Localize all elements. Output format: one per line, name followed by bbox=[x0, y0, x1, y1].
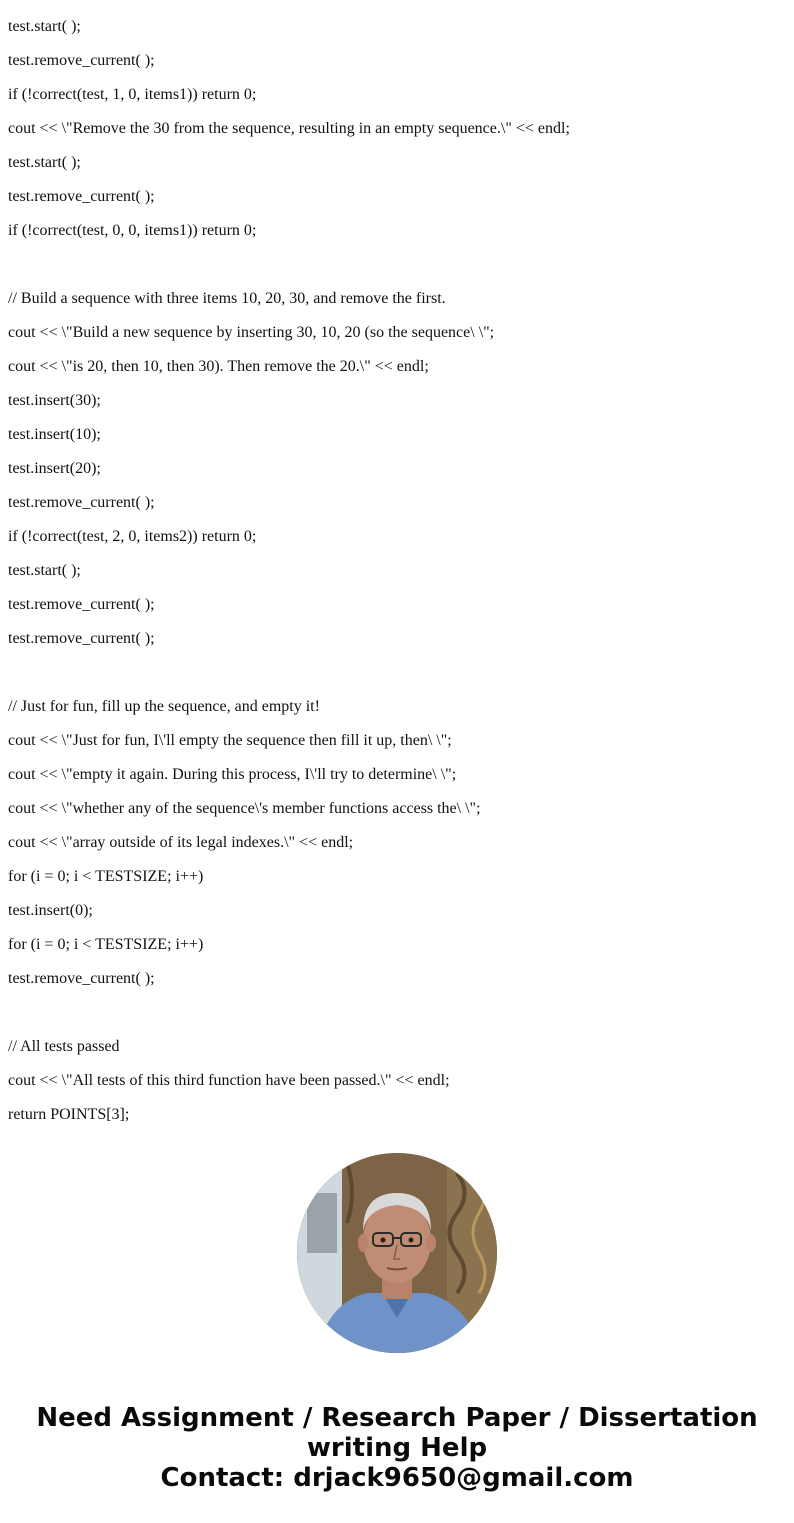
code-line: test.start( ); bbox=[8, 562, 81, 579]
code-line: test.remove_current( ); bbox=[8, 970, 155, 987]
code-line: test.start( ); bbox=[8, 154, 81, 171]
code-listing bbox=[8, 0, 788, 1132]
blank-line bbox=[8, 248, 788, 282]
blank-line bbox=[8, 996, 788, 1030]
blank-line bbox=[8, 656, 788, 690]
code-line: return POINTS[3]; bbox=[8, 1106, 130, 1123]
code-line: for (i = 0; i < TESTSIZE; i++) bbox=[8, 936, 204, 953]
code-line: test.insert(0); bbox=[8, 902, 93, 919]
code-line: cout << \"Just for fun, I\'ll empty the sequence then fill it up, then\ \"; bbox=[8, 732, 452, 749]
code-line: if (!correct(test, 2, 0, items2)) return 0; bbox=[8, 528, 257, 545]
code-line: cout << \"Remove the 30 from the sequence, resulting in an empty sequence.\" << endl; bbox=[8, 120, 570, 137]
code-line: cout << \"whether any of the sequence\'s member functions access the\ \"; bbox=[8, 800, 481, 817]
code-line: if (!correct(test, 0, 0, items1)) return 0; bbox=[8, 222, 257, 239]
code-line: test.remove_current( ); bbox=[8, 188, 155, 205]
code-line: for (i = 0; i < TESTSIZE; i++) bbox=[8, 868, 204, 885]
code-line: test.remove_current( ); bbox=[8, 494, 155, 511]
code-line: test.insert(10); bbox=[8, 426, 101, 443]
code-line: test.remove_current( ); bbox=[8, 630, 155, 647]
code-line: cout << \"Build a new sequence by inserting 30, 10, 20 (so the sequence\ \"; bbox=[8, 324, 495, 341]
code-comment: // Just for fun, fill up the sequence, and empty it! bbox=[8, 698, 320, 715]
code-line: if (!correct(test, 1, 0, items1)) return 0; bbox=[8, 86, 257, 103]
code-comment: // Build a sequence with three items 10, 20, 30, and remove the first. bbox=[8, 290, 446, 307]
code-line: cout << \"is 20, then 10, then 30). Then remove the 20.\" << endl; bbox=[8, 358, 429, 375]
code-line: cout << \"All tests of this third function have been passed.\" << endl; bbox=[8, 1072, 450, 1089]
code-line-cut-off bbox=[8, 0, 788, 10]
code-comment: // All tests passed bbox=[8, 1038, 120, 1055]
contact-banner-line: Need Assignment / Research Paper / Dissertation bbox=[36, 1403, 758, 1433]
contact-banner bbox=[0, 1403, 794, 1493]
code-line: test.insert(30); bbox=[8, 392, 101, 409]
code-line: test.start( ); bbox=[8, 18, 81, 35]
code-line: test.insert(20); bbox=[8, 460, 101, 477]
code-line: cout << \"array outside of its legal indexes.\" << endl; bbox=[8, 834, 354, 851]
code-line: cout << \"empty it again. During this process, I\'ll try to determine\ \"; bbox=[8, 766, 457, 783]
author-avatar bbox=[297, 1153, 497, 1353]
code-line: test.remove_current( ); bbox=[8, 596, 155, 613]
contact-banner-line: writing Help bbox=[306, 1433, 488, 1463]
contact-email: Contact: drjack9650@gmail.com bbox=[160, 1463, 634, 1493]
code-line: test.remove_current( ); bbox=[8, 52, 155, 69]
